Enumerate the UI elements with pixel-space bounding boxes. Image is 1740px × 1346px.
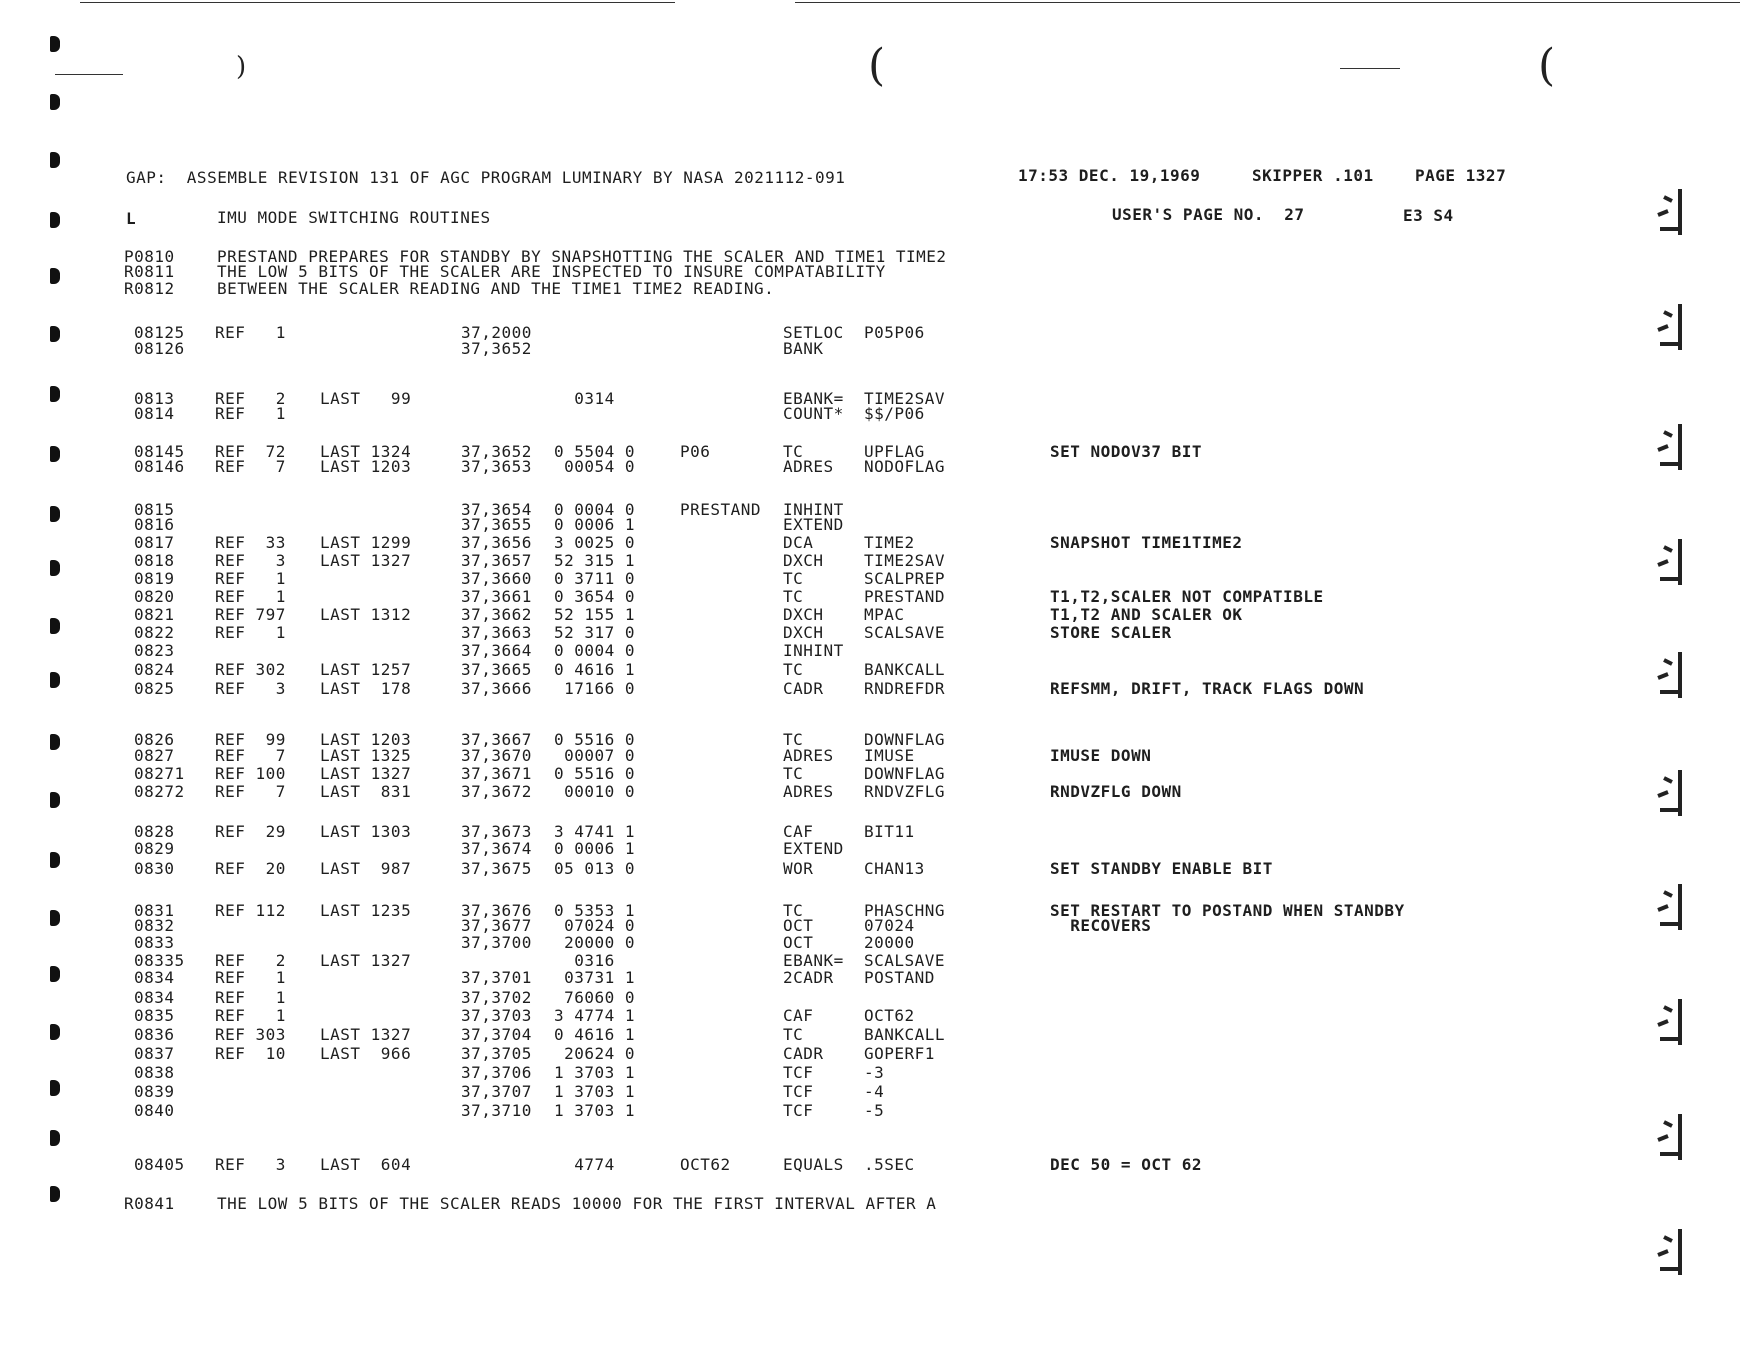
- opcode: ADRES: [783, 782, 834, 801]
- octal-code: 0316: [554, 951, 615, 970]
- octal-code: 0 5516 0: [554, 730, 636, 749]
- opcode: COUNT*: [783, 404, 844, 423]
- ref-count: REF 1: [215, 569, 286, 588]
- comment-text: THE LOW 5 BITS OF THE SCALER ARE INSPECTED TO INSURE COMPATABILITY: [217, 262, 886, 281]
- ref-count: REF 7: [215, 457, 286, 476]
- last-ref: LAST 1299: [320, 533, 412, 552]
- address: 37,3701: [461, 968, 532, 987]
- binder-hole-mark: [50, 446, 60, 462]
- comment: SET RESTART TO POSTAND WHEN STANDBY: [1050, 901, 1405, 920]
- operand: UPFLAG: [864, 442, 925, 461]
- binder-hole-mark: [50, 94, 60, 110]
- operand: SCALSAVE: [864, 623, 946, 642]
- operand: RNDVZFLG: [864, 782, 946, 801]
- octal-code: 76060 0: [554, 988, 636, 1007]
- line-number: 0820: [134, 587, 175, 606]
- opcode: TC: [783, 569, 804, 588]
- line-number: 0814: [134, 404, 175, 423]
- address: 37,3657: [461, 551, 532, 570]
- line-number: 0838: [134, 1063, 175, 1082]
- ref-count: REF 1: [215, 623, 286, 642]
- line-number: 0832: [134, 916, 175, 935]
- ref-count: REF 3: [215, 679, 286, 698]
- operand: .5SEC: [864, 1155, 915, 1174]
- comment-id: P0810: [124, 247, 175, 266]
- address: 37,3705: [461, 1044, 532, 1063]
- opcode: TC: [783, 587, 804, 606]
- octal-code: 20624 0: [554, 1044, 636, 1063]
- opcode: 2CADR: [783, 968, 834, 987]
- operand: RNDREFDR: [864, 679, 946, 698]
- opcode: DXCH: [783, 605, 824, 624]
- perforation-mark: [1650, 535, 1694, 591]
- ref-count: REF 2: [215, 389, 286, 408]
- line-number: 0829: [134, 839, 175, 858]
- address: 37,3652: [461, 339, 532, 358]
- octal-code: 52 155 1: [554, 605, 636, 624]
- address: 37,3707: [461, 1082, 532, 1101]
- scan-paren-mark: ): [236, 52, 247, 82]
- binder-hole-mark: [50, 152, 60, 168]
- ref-count: REF 3: [215, 1155, 286, 1174]
- opcode: CADR: [783, 679, 824, 698]
- address: 37,3656: [461, 533, 532, 552]
- last-ref: LAST 1327: [320, 1025, 412, 1044]
- opcode: CAF: [783, 1006, 814, 1025]
- octal-code: 0 0004 0: [554, 641, 636, 660]
- octal-code: 0 5504 0: [554, 442, 636, 461]
- scan-dash-2: [1340, 68, 1400, 69]
- comment: T1,T2,SCALER NOT COMPATIBLE: [1050, 587, 1324, 606]
- last-ref: LAST 1303: [320, 822, 412, 841]
- octal-code: 52 317 0: [554, 623, 636, 642]
- perforation-mark: [1650, 1225, 1694, 1281]
- line-number: 0833: [134, 933, 175, 952]
- header-assembly-line: GAP: ASSEMBLE REVISION 131 OF AGC PROGRAM LUMINARY BY NASA 2021112-091: [126, 168, 846, 187]
- ref-count: REF 29: [215, 822, 286, 841]
- line-number: 0839: [134, 1082, 175, 1101]
- line-number: 0836: [134, 1025, 175, 1044]
- line-number: 08126: [134, 339, 185, 358]
- address: 37,3676: [461, 901, 532, 920]
- line-number: 0822: [134, 623, 175, 642]
- octal-code: 07024 0: [554, 916, 636, 935]
- binder-hole-mark: [50, 268, 60, 284]
- binder-hole-mark: [50, 734, 60, 750]
- opcode: EBANK=: [783, 389, 844, 408]
- octal-code: 20000 0: [554, 933, 636, 952]
- opcode: ADRES: [783, 746, 834, 765]
- ref-count: REF 2: [215, 951, 286, 970]
- operand: BANKCALL: [864, 660, 946, 679]
- operand: PRESTAND: [864, 587, 946, 606]
- operand: DOWNFLAG: [864, 764, 946, 783]
- perforation-mark: [1650, 648, 1694, 704]
- line-number: 0834: [134, 988, 175, 1007]
- opcode: OCT: [783, 916, 814, 935]
- perforation-mark: [1650, 300, 1694, 356]
- octal-code: 3 4741 1: [554, 822, 636, 841]
- opcode: INHINT: [783, 500, 844, 519]
- ref-count: REF 302: [215, 660, 286, 679]
- scan-curve-mark: (: [868, 40, 886, 91]
- line-number: 08145: [134, 442, 185, 461]
- operand: OCT62: [864, 1006, 915, 1025]
- octal-code: 0314: [554, 389, 615, 408]
- perforation-mark: [1650, 880, 1694, 936]
- operand: BANKCALL: [864, 1025, 946, 1044]
- line-number: 08405: [134, 1155, 185, 1174]
- section-title: IMU MODE SWITCHING ROUTINES: [217, 208, 491, 227]
- perforation-mark: [1650, 420, 1694, 476]
- comment-text: BETWEEN THE SCALER READING AND THE TIME1 TIME2 READING.: [217, 279, 775, 298]
- perforation-mark: [1650, 766, 1694, 822]
- octal-code: 05 013 0: [554, 859, 636, 878]
- header-page-number: PAGE 1327: [1415, 166, 1507, 185]
- line-number: 0828: [134, 822, 175, 841]
- perforation-mark: [1650, 995, 1694, 1051]
- line-number: 0827: [134, 746, 175, 765]
- octal-code: 0 5516 0: [554, 764, 636, 783]
- address: 37,3704: [461, 1025, 532, 1044]
- header-timestamp: 17:53 DEC. 19,1969: [1018, 166, 1201, 185]
- opcode: BANK: [783, 339, 824, 358]
- line-number: 0815: [134, 500, 175, 519]
- octal-code: 0 3654 0: [554, 587, 636, 606]
- address: 37,3655: [461, 515, 532, 534]
- operand: DOWNFLAG: [864, 730, 946, 749]
- binder-hole-mark: [50, 966, 60, 982]
- opcode: EQUALS: [783, 1155, 844, 1174]
- operand: -4: [864, 1082, 885, 1101]
- address: 37,3710: [461, 1101, 532, 1120]
- address: 37,3654: [461, 500, 532, 519]
- operand: PHASCHNG: [864, 901, 946, 920]
- ref-count: REF 99: [215, 730, 286, 749]
- binder-hole-mark: [50, 1130, 60, 1146]
- last-ref: LAST 987: [320, 859, 412, 878]
- octal-code: 4774: [554, 1155, 615, 1174]
- last-ref: LAST 99: [320, 389, 412, 408]
- binder-hole-mark: [50, 506, 60, 522]
- operand: BIT11: [864, 822, 915, 841]
- opcode: SETLOC: [783, 323, 844, 342]
- ref-count: REF 797: [215, 605, 286, 624]
- comment: REFSMM, DRIFT, TRACK FLAGS DOWN: [1050, 679, 1365, 698]
- operand: GOPERF1: [864, 1044, 935, 1063]
- operand: MPAC: [864, 605, 905, 624]
- top-rule-right: [795, 2, 1740, 3]
- line-number: 0837: [134, 1044, 175, 1063]
- operand: TIME2SAV: [864, 389, 946, 408]
- address: 37,3706: [461, 1063, 532, 1082]
- line-number: 0813: [134, 389, 175, 408]
- operand: 07024: [864, 916, 915, 935]
- section-letter: L: [126, 209, 137, 228]
- ref-count: REF 1: [215, 968, 286, 987]
- octal-code: 3 4774 1: [554, 1006, 636, 1025]
- sheet-id: E3 S4: [1403, 206, 1454, 225]
- octal-code: 17166 0: [554, 679, 636, 698]
- line-number: 0834: [134, 968, 175, 987]
- address: 37,3667: [461, 730, 532, 749]
- perforation-mark: [1650, 1110, 1694, 1166]
- address: 37,3703: [461, 1006, 532, 1025]
- binder-hole-mark: [50, 212, 60, 228]
- line-number: 0840: [134, 1101, 175, 1120]
- comment: RNDVZFLG DOWN: [1050, 782, 1182, 801]
- ref-count: REF 3: [215, 551, 286, 570]
- comment-id: R0841: [124, 1194, 175, 1213]
- header-skipper: SKIPPER .101: [1252, 166, 1374, 185]
- ref-count: REF 1: [215, 988, 286, 1007]
- last-ref: LAST 1327: [320, 764, 412, 783]
- address: 37,3677: [461, 916, 532, 935]
- opcode: TCF: [783, 1101, 814, 1120]
- operand: P05P06: [864, 323, 925, 342]
- ref-count: REF 7: [215, 782, 286, 801]
- ref-count: REF 1: [215, 404, 286, 423]
- label: PRESTAND: [680, 500, 762, 519]
- octal-code: 00010 0: [554, 782, 636, 801]
- label: P06: [680, 442, 711, 461]
- address: 37,3663: [461, 623, 532, 642]
- address: 37,3702: [461, 988, 532, 1007]
- comment: IMUSE DOWN: [1050, 746, 1152, 765]
- opcode: EXTEND: [783, 515, 844, 534]
- octal-code: 3 0025 0: [554, 533, 636, 552]
- opcode: TC: [783, 660, 804, 679]
- address: 37,2000: [461, 323, 532, 342]
- last-ref: LAST 831: [320, 782, 412, 801]
- binder-hole-mark: [50, 1024, 60, 1040]
- operand: POSTAND: [864, 968, 935, 987]
- last-ref: LAST 1203: [320, 730, 412, 749]
- line-number: 08335: [134, 951, 185, 970]
- opcode: TCF: [783, 1063, 814, 1082]
- octal-code: 00007 0: [554, 746, 636, 765]
- ref-count: REF 1: [215, 1006, 286, 1025]
- opcode: CADR: [783, 1044, 824, 1063]
- opcode: TC: [783, 764, 804, 783]
- scan-curve-mark-right: (: [1538, 40, 1556, 91]
- last-ref: LAST 604: [320, 1155, 412, 1174]
- comment: DEC 50 = OCT 62: [1050, 1155, 1202, 1174]
- address: 37,3675: [461, 859, 532, 878]
- opcode: EBANK=: [783, 951, 844, 970]
- octal-code: 1 3703 1: [554, 1082, 636, 1101]
- last-ref: LAST 1324: [320, 442, 412, 461]
- address: 37,3666: [461, 679, 532, 698]
- operand: IMUSE: [864, 746, 915, 765]
- comment: STORE SCALER: [1050, 623, 1172, 642]
- line-number: 0818: [134, 551, 175, 570]
- line-number: 0819: [134, 569, 175, 588]
- line-number: 0826: [134, 730, 175, 749]
- opcode: WOR: [783, 859, 814, 878]
- ref-count: REF 72: [215, 442, 286, 461]
- address: 37,3700: [461, 933, 532, 952]
- address: 37,3674: [461, 839, 532, 858]
- address: 37,3664: [461, 641, 532, 660]
- binder-hole-mark: [50, 910, 60, 926]
- operand: TIME2: [864, 533, 915, 552]
- operand: SCALSAVE: [864, 951, 946, 970]
- last-ref: LAST 1203: [320, 457, 412, 476]
- address: 37,3661: [461, 587, 532, 606]
- comment-id: R0811: [124, 262, 175, 281]
- address: 37,3652: [461, 442, 532, 461]
- binder-hole-mark: [50, 1186, 60, 1202]
- comment: RECOVERS: [1050, 916, 1152, 935]
- perforation-mark: [1650, 185, 1694, 241]
- octal-code: 0 0006 1: [554, 839, 636, 858]
- opcode: OCT: [783, 933, 814, 952]
- operand: NODOFLAG: [864, 457, 946, 476]
- operand: TIME2SAV: [864, 551, 946, 570]
- octal-code: 52 315 1: [554, 551, 636, 570]
- opcode: DCA: [783, 533, 814, 552]
- users-page-number: USER'S PAGE NO. 27: [1112, 205, 1305, 224]
- operand: $$/P06: [864, 404, 925, 423]
- line-number: 08271: [134, 764, 185, 783]
- opcode: DXCH: [783, 623, 824, 642]
- comment: SET NODOV37 BIT: [1050, 442, 1202, 461]
- comment: SNAPSHOT TIME1TIME2: [1050, 533, 1243, 552]
- octal-code: 0 0004 0: [554, 500, 636, 519]
- address: 37,3671: [461, 764, 532, 783]
- line-number: 08125: [134, 323, 185, 342]
- octal-code: 0 5353 1: [554, 901, 636, 920]
- scan-dash-1: [55, 74, 123, 75]
- comment: SET STANDBY ENABLE BIT: [1050, 859, 1273, 878]
- binder-hole-mark: [50, 672, 60, 688]
- opcode: CAF: [783, 822, 814, 841]
- line-number: 0816: [134, 515, 175, 534]
- opcode: INHINT: [783, 641, 844, 660]
- last-ref: LAST 178: [320, 679, 412, 698]
- octal-code: 0 4616 1: [554, 1025, 636, 1044]
- operand: SCALPREP: [864, 569, 946, 588]
- last-ref: LAST 1327: [320, 551, 412, 570]
- binder-hole-mark: [50, 326, 60, 342]
- binder-hole-mark: [50, 386, 60, 402]
- binder-hole-mark: [50, 1080, 60, 1096]
- comment: T1,T2 AND SCALER OK: [1050, 605, 1243, 624]
- ref-count: REF 1: [215, 587, 286, 606]
- line-number: 0835: [134, 1006, 175, 1025]
- octal-code: 0 4616 1: [554, 660, 636, 679]
- opcode: TC: [783, 442, 804, 461]
- octal-code: 0 0006 1: [554, 515, 636, 534]
- address: 37,3673: [461, 822, 532, 841]
- comment-text: PRESTAND PREPARES FOR STANDBY BY SNAPSHOTTING THE SCALER AND TIME1 TIME2: [217, 247, 947, 266]
- last-ref: LAST 1257: [320, 660, 412, 679]
- operand: 20000: [864, 933, 915, 952]
- comment-text: THE LOW 5 BITS OF THE SCALER READS 10000 FOR THE FIRST INTERVAL AFTER A: [217, 1194, 937, 1213]
- line-number: 0831: [134, 901, 175, 920]
- ref-count: REF 20: [215, 859, 286, 878]
- line-number: 0825: [134, 679, 175, 698]
- top-rule-left: [80, 2, 675, 3]
- binder-hole-mark: [50, 618, 60, 634]
- operand: -5: [864, 1101, 885, 1120]
- line-number: 0830: [134, 859, 175, 878]
- address: 37,3660: [461, 569, 532, 588]
- comment-id: R0812: [124, 279, 175, 298]
- last-ref: LAST 1312: [320, 605, 412, 624]
- opcode: ADRES: [783, 457, 834, 476]
- line-number: 08272: [134, 782, 185, 801]
- octal-code: 0 3711 0: [554, 569, 636, 588]
- octal-code: 00054 0: [554, 457, 636, 476]
- ref-count: REF 112: [215, 901, 286, 920]
- binder-hole-mark: [50, 852, 60, 868]
- octal-code: 1 3703 1: [554, 1063, 636, 1082]
- opcode: DXCH: [783, 551, 824, 570]
- address: 37,3670: [461, 746, 532, 765]
- line-number: 0824: [134, 660, 175, 679]
- octal-code: 03731 1: [554, 968, 636, 987]
- octal-code: 1 3703 1: [554, 1101, 636, 1120]
- ref-count: REF 1: [215, 323, 286, 342]
- label: OCT62: [680, 1155, 731, 1174]
- ref-count: REF 10: [215, 1044, 286, 1063]
- line-number: 0821: [134, 605, 175, 624]
- binder-hole-mark: [50, 36, 60, 52]
- ref-count: REF 100: [215, 764, 286, 783]
- last-ref: LAST 1325: [320, 746, 412, 765]
- line-number: 08146: [134, 457, 185, 476]
- address: 37,3653: [461, 457, 532, 476]
- last-ref: LAST 966: [320, 1044, 412, 1063]
- operand: -3: [864, 1063, 885, 1082]
- opcode: TC: [783, 1025, 804, 1044]
- operand: CHAN13: [864, 859, 925, 878]
- opcode: TC: [783, 901, 804, 920]
- opcode: TCF: [783, 1082, 814, 1101]
- line-number: 0823: [134, 641, 175, 660]
- address: 37,3665: [461, 660, 532, 679]
- ref-count: REF 303: [215, 1025, 286, 1044]
- ref-count: REF 7: [215, 746, 286, 765]
- address: 37,3662: [461, 605, 532, 624]
- opcode: TC: [783, 730, 804, 749]
- last-ref: LAST 1235: [320, 901, 412, 920]
- last-ref: LAST 1327: [320, 951, 412, 970]
- opcode: EXTEND: [783, 839, 844, 858]
- ref-count: REF 33: [215, 533, 286, 552]
- line-number: 0817: [134, 533, 175, 552]
- binder-hole-mark: [50, 792, 60, 808]
- address: 37,3672: [461, 782, 532, 801]
- binder-hole-mark: [50, 560, 60, 576]
